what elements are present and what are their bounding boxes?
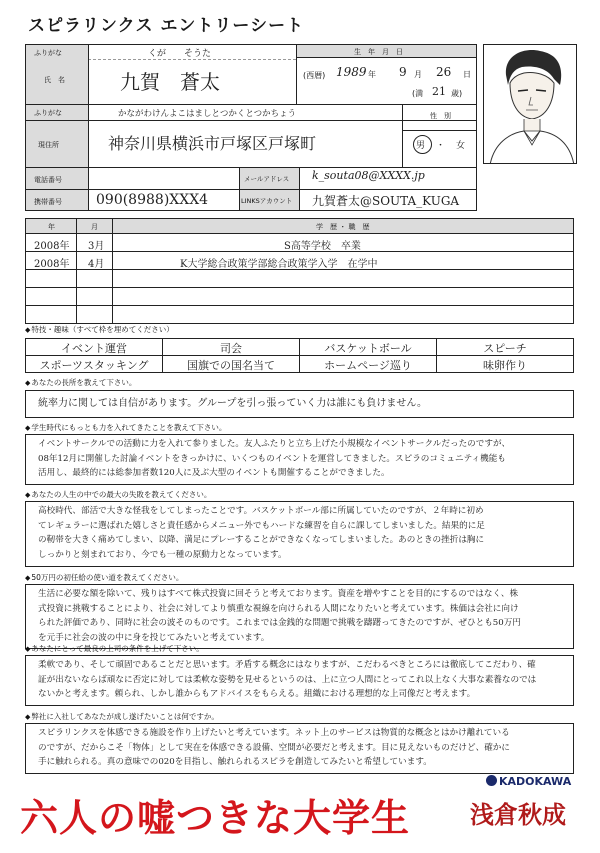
- publisher-logo: [486, 775, 571, 788]
- student-line-1: イベントサークルでの活動に力を入れて参りました。友人ふたりと立ち上げた小規模なイベントサークルだったのですが、: [38, 439, 511, 449]
- boss-line-1: 柔軟であり、そして頑固であることだと思います。矛盾する概念にはなりますが、こだわるべきところには徹底してこだわり、確: [38, 660, 536, 670]
- goal-line-1: スピラリンクスを体感できる施設を作り上げたいと考えています。ネット上のサービスは物質的な概念とはかけ離れている: [38, 728, 510, 738]
- links-label: LINKSアカウント: [241, 197, 293, 205]
- skill-5: スポーツスタッキング: [39, 359, 149, 372]
- mobile-value: 090(8988)XXX4: [96, 192, 209, 208]
- history-month-header: 月: [91, 223, 98, 231]
- links-account-value: 九賀蒼太@SOUTA_KUGA: [312, 194, 460, 208]
- history-row-1-month: 3月: [88, 241, 105, 252]
- failure-answer: [25, 501, 574, 567]
- name-kana-value: くが そうた: [148, 49, 212, 59]
- goal-heading: ◆ 弊社に入社してあなたが成し遂げたいことは何ですか。: [25, 711, 219, 722]
- age-value: 21: [432, 85, 446, 98]
- money-line-3: られた評価であり、同時に社会の波そのものです。これまでは金銭的な問題で挑戦を躊躇ってきたのですが、ぜひとも50万円: [38, 618, 521, 629]
- money-line-4: を元手に社会の波の中に身を投じてみたいと考えています。: [38, 632, 270, 643]
- address-value: 神奈川県横浜市戸塚区戸塚町: [108, 134, 317, 153]
- era-label: (西暦): [303, 71, 326, 80]
- address-label: 現住所: [38, 141, 59, 149]
- skill-4: スピーチ: [483, 342, 527, 355]
- skill-1: イベント運営: [61, 342, 127, 355]
- skill-8: 味卵作り: [483, 359, 527, 372]
- history-row-1-text: S高等学校 卒業: [284, 241, 361, 252]
- label-column: [26, 45, 88, 210]
- goal-answer: [25, 723, 574, 774]
- skill-3: バスケットボール: [324, 342, 412, 355]
- name-label: 氏 名: [44, 76, 65, 84]
- history-year-header: 年: [48, 223, 55, 231]
- goal-line-2: のですが、だからこそ「物体」として実在を体感できる設備、空間が必要だと考えます。目に見えないものだけど、確かに: [38, 742, 510, 753]
- portrait-photo: [483, 44, 577, 164]
- boss-answer: [25, 655, 574, 706]
- skill-7: ホームページ巡り: [324, 359, 412, 372]
- sheet-title: スピラリンクス エントリーシート: [28, 16, 305, 36]
- boss-line-3: ないかと考えます。頼られ、しかし誰からもアドバイスをもらえる。組織における理想的な上司像だと考えます。: [38, 689, 476, 700]
- mobile-label: 携帯番号: [34, 198, 62, 206]
- skill-6: 国旗での国名当て: [187, 359, 275, 372]
- student-line-2: 08年12月に開催した討論イベントをきっかけに、いくつものイベントを運営してきました。スピラのコミュニティ機能も: [38, 453, 506, 464]
- birth-label: 生 年 月 日: [354, 48, 403, 56]
- failure-line-3: の靭帯を大きく痛めてしまい、以降、満足にプレーすることができなくなってしまいました。あのときの挫折は胸に: [38, 535, 485, 546]
- failure-line-2: てレギュラーに選ばれた嬉しさと責任感からメニュー外でもハードな練習を自らに課してしまいました。結果的に足: [38, 520, 485, 531]
- student-line-3: 活用し、最終的には総参加者数120人に及ぶ大型のイベントも開催することができました。: [38, 468, 390, 479]
- history-row-2-month: 4月: [88, 259, 105, 270]
- publisher-icon: [486, 775, 497, 786]
- strength-answer: [25, 390, 574, 418]
- boss-line-2: 証が出ないならば頑なに否定に対しては柔軟な姿勢を見せるというのは、上に立つ人間にとってこれ以上なく大事な素養なのでは: [38, 674, 537, 685]
- gender-female: 女: [456, 141, 466, 151]
- email-label: メールアドレス: [244, 175, 290, 183]
- failure-line-4: しっかりと刻まれており、今でも一種の原動力となっています。: [38, 549, 287, 560]
- phone-label: 電話番号: [34, 176, 62, 184]
- student-answer: [25, 434, 574, 485]
- history-content-header: 学 歴 ・ 職 歴: [316, 223, 370, 231]
- book-title: 六人の嘘つきな大学生: [20, 796, 411, 840]
- history-row-2-year: 2008年: [34, 259, 70, 270]
- furigana-label: ふりがな: [34, 49, 62, 57]
- portrait-illustration: [484, 45, 577, 164]
- author-name: 浅倉秋成: [470, 801, 566, 829]
- student-heading: ◆ 学生時代にもっとも力を入れてきたことを教えて下さい。: [25, 422, 226, 433]
- money-line-1: 生活に必要な額を除いて、残りはすべて株式投資に回そうと考えております。資産を増やすことを目的にするのではなく、株: [38, 589, 519, 599]
- address-kana-value: かながわけんよこはましとつかくとつかちょう: [118, 109, 297, 119]
- money-heading: ◆ 50万円の初任給の使い道を教えてください。: [25, 572, 183, 583]
- history-row-1-year: 2008年: [34, 241, 70, 252]
- birth-month-value: 9: [399, 65, 407, 79]
- gender-sep: ・: [436, 141, 446, 151]
- boss-heading: ◆ あなたにとって最良の上司の条件を上げて下さい。: [25, 643, 204, 654]
- gender-label: 性 別: [430, 112, 451, 120]
- name-value: 九賀 蒼太: [120, 70, 220, 94]
- strength-text: 統率力に関しては自信があります。グループを引っ張っていく力は誰にも負けません。: [38, 398, 427, 409]
- skill-2: 司会: [220, 342, 242, 355]
- email-value: k_souta08@XXXX.jp: [312, 169, 425, 182]
- goal-line-3: 手に触れられる。真の意味での020を目指し、触れられるスピラを創造してみたいと希望しています。: [38, 757, 432, 768]
- publisher-name: KADOKAWA: [499, 775, 572, 788]
- history-row-2-text: K大学総合政策学部総合政策学入学 在学中: [180, 259, 378, 270]
- failure-heading: ◆ あなたの人生の中での最大の失敗を教えてください。: [25, 489, 211, 500]
- money-answer: [25, 584, 574, 649]
- furigana2-label: ふりがな: [34, 109, 62, 117]
- strength-heading: ◆ あなたの長所を教えて下さい。: [25, 377, 136, 388]
- birth-day-value: 26: [436, 65, 452, 79]
- failure-line-1: 高校時代、部活で大きな怪我をしてしまったことです。バスケットボール部に所属していたのですが、２年時に初め: [38, 506, 484, 516]
- skills-heading: ◆ 特技・趣味（すべて枠を埋めてください）: [25, 324, 174, 335]
- gender-male: 男: [416, 141, 426, 151]
- birth-year-value: 1989: [336, 65, 367, 79]
- money-line-2: 式投資に挑戦することにより、社会に対してより慎重な視線を向けられる人間になりたいと考えています。株価は会社に向け: [38, 603, 519, 614]
